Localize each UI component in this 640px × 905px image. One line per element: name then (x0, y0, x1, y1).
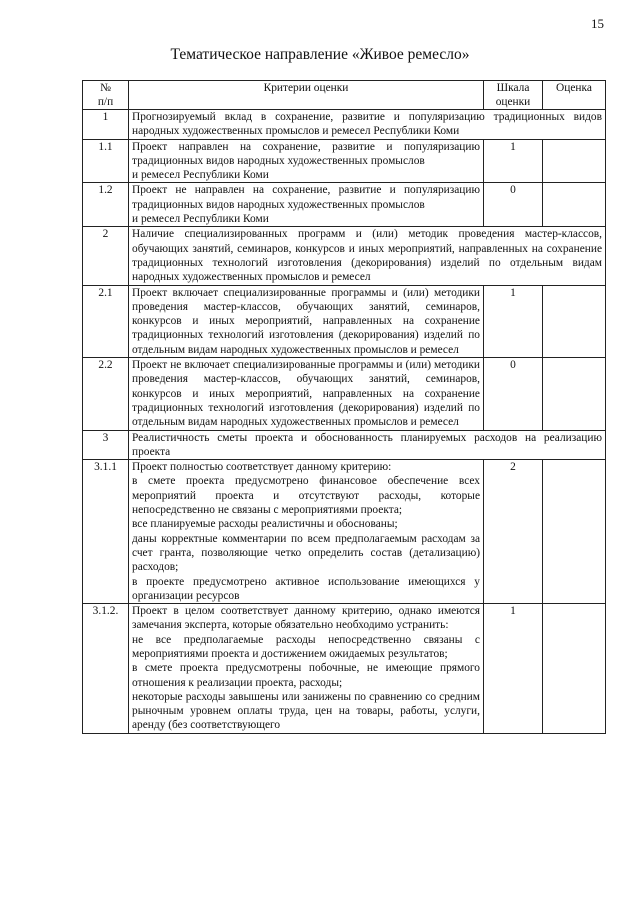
section-criterion: Наличие специализированных программ и (или) методик проведения мастер-классов, обучающих занятий, семинаров, конкурсов и иных мероприятий, направленных на сохранение традиционных технологий изготовления (декорирования) изделий по отдельным видам народных художественных промыслов и ремесел (129, 227, 606, 285)
criteria-table (82, 80, 606, 734)
table-row (83, 183, 606, 227)
row-num: 3.1.2. (83, 604, 129, 734)
table-row (83, 358, 606, 430)
criterion-text: Проект полностью соответствует данному критерию: в смете проекта предусмотрено финансовое обеспечение всех мероприятий проекта и отсутствуют расходы, которые непосредственно не связаны с мероприятиями проекта; все планируемые расходы реалистичны и обоснованы; даны корректные комментарии по всем предполагаемым расходам за счет гранта, позволяющие четко определить состав (детализацию) расходов; в проекте предусмотрено активное использование имеющихся у организации ресурсов (129, 460, 484, 604)
table-row (83, 604, 606, 734)
header-num: № п/п (83, 81, 129, 110)
row-num: 1 (83, 110, 129, 140)
page-number: 15 (591, 16, 604, 31)
score-cell[interactable] (543, 139, 606, 183)
row-num: 1.1 (83, 139, 129, 183)
score-cell[interactable] (543, 183, 606, 227)
row-num: 2.2 (83, 358, 129, 430)
row-num: 2 (83, 227, 129, 285)
scale-value: 1 (484, 285, 543, 357)
table-row (83, 430, 606, 460)
table-row (83, 139, 606, 183)
score-cell[interactable] (543, 358, 606, 430)
row-num: 3.1.1 (83, 460, 129, 604)
table-row (83, 460, 606, 604)
row-num: 1.2 (83, 183, 129, 227)
criterion-text: Проект не направлен на сохранение, развитие и популяризацию традиционных видов народных художественных промыслов и ремесел Республики Коми (129, 183, 484, 227)
criterion-text: Проект направлен на сохранение, развитие и популяризацию традиционных видов народных художественных промыслов и ремесел Республики Коми (129, 139, 484, 183)
header-criteria: Критерии оценки (129, 81, 484, 110)
header-scale: Шкала оценки (484, 81, 543, 110)
section-criterion: Реалистичность сметы проекта и обоснованность планируемых расходов на реализацию проекта (129, 430, 606, 460)
page-title: Тематическое направление «Живое ремесло» (170, 46, 470, 63)
scale-value: 0 (484, 358, 543, 430)
row-num: 2.1 (83, 285, 129, 357)
criterion-text: Проект в целом соответствует данному критерию, однако имеются замечания эксперта, которые обязательно необходимо устранить: не все предполагаемые расходы непосредственно связаны с мероприятиями проекта и достижением ожидаемых результатов; в смете проекта предусмотрены побочные, не имеющие прямого отношения к реализации проекта, расходы; некоторые расходы завышены или занижены по сравнению со средним рыночным уровнем оплаты труда, цен на товары, работы, услуги, аренду (без соответствующего (129, 604, 484, 734)
table-row (83, 285, 606, 357)
header-score: Оценка (543, 81, 606, 110)
criterion-text: Проект включает специализированные программы и (или) методики проведения мастер-классов, обучающих занятий, семинаров, конкурсов и иных мероприятий, направленных на сохранение традиционных технологий изготовления (декорирования) изделий по отдельным видам народных художественных промыслов и ремесел (129, 285, 484, 357)
score-cell[interactable] (543, 285, 606, 357)
table-header-row (83, 81, 606, 110)
scale-value: 0 (484, 183, 543, 227)
scale-value: 1 (484, 604, 543, 734)
row-num: 3 (83, 430, 129, 460)
scale-value: 2 (484, 460, 543, 604)
score-cell[interactable] (543, 604, 606, 734)
table-row (83, 110, 606, 140)
table-row (83, 227, 606, 285)
criterion-text: Проект не включает специализированные программы и (или) методики проведения мастер-классов, обучающих занятий, семинаров, конкурсов и иных мероприятий, направленных на сохранение традиционных технологий изготовления (декорирования) изделий по отдельным видам народных художественных промыслов и ремесел (129, 358, 484, 430)
score-cell[interactable] (543, 460, 606, 604)
scale-value: 1 (484, 139, 543, 183)
section-criterion: Прогнозируемый вклад в сохранение, развитие и популяризацию традиционных видов народных художественных промыслов и ремесел Республики Коми (129, 110, 606, 140)
